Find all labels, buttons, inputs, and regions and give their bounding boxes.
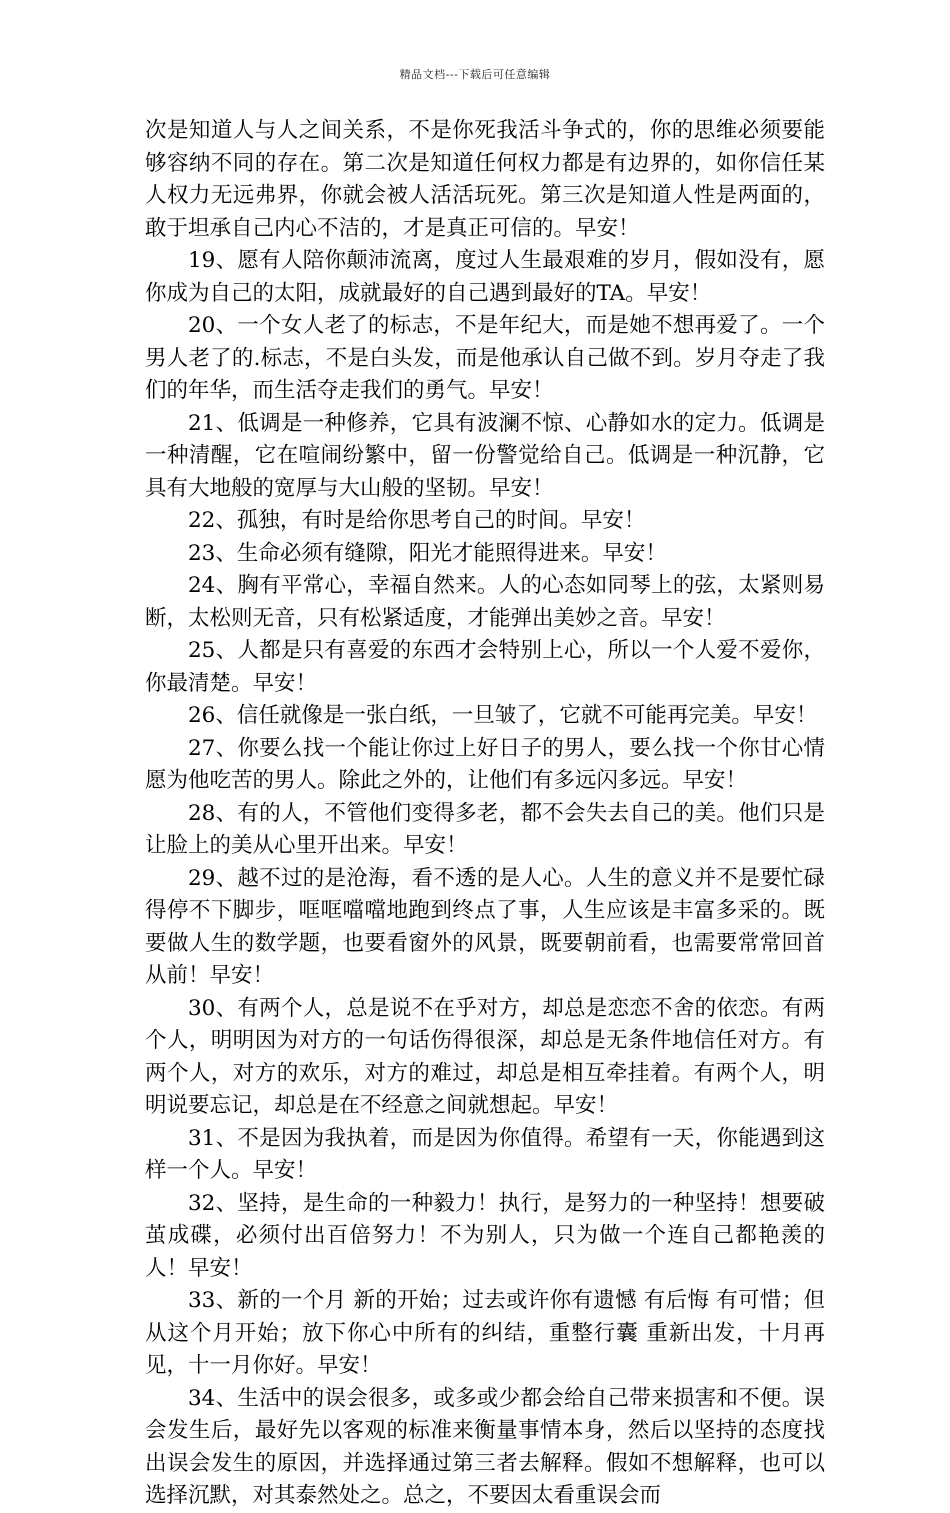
page-header: 精品文档---下载后可任意编辑: [399, 68, 551, 81]
paragraph: 23、生命必须有缝隙，阳光才能照得进来。早安！: [188, 540, 667, 566]
paragraph: 次是知道人与人之间关系，不是你死我活斗争式的，你的思维必须要能够容纳不同的存在。第二次是知道任何权力都是有边界的，如你信任某人权力无远弗界，你就会被人活活玩死。第三次是知道人性是两面的，敢于坦承自己内心不洁的，才是真正可信的。早安！: [145, 118, 825, 241]
paragraph: 29、越不过的是沧海，看不透的是人心。人生的意义并不是要忙碌得停不下脚步，哐哐噹噹地跑到终点了事，人生应该是丰富多采的。既要做人生的数学题，也要看窗外的风景，既要朝前看，也需要常常回首从前！早安！: [145, 865, 825, 988]
paragraph: 32、坚持，是生命的一种毅力！执行，是努力的一种坚持！想要破茧成碟，必须付出百倍努力！不为别人，只为做一个连自己都艳羡的人！早安！: [145, 1190, 825, 1281]
paragraph: 19、愿有人陪你颠沛流离，度过人生最艰难的岁月，假如没有，愿你成为自己的太阳，成就最好的自己遇到最好的TA。早安！: [145, 248, 825, 306]
paragraph: 26、信任就像是一张白纸，一旦皱了，它就不可能再完美。早安！: [188, 703, 818, 728]
paragraph: 33、新的一个月 新的开始；过去或许你有遗憾 有后悔 有可惜；但从这个月开始；放下你心中所有的纠结，重整行囊 重新出发，十月再见，十一月你好。早安！: [145, 1288, 825, 1378]
paragraph: 21、低调是一种修养，它具有波澜不惊、心静如水的定力。低调是一种清醒，它在喧闹纷繁中，留一份警觉给自己。低调是一种沉静，它具有大地般的宽厚与大山般的坚韧。早安！: [145, 410, 825, 501]
paragraph: 28、有的人，不管他们变得多老，都不会失去自己的美。他们只是让脸上的美从心里开出来。早安！: [145, 800, 825, 858]
paragraph: 24、胸有平常心，幸福自然来。人的心态如同琴上的弦，太紧则易断，太松则无音，只有松紧适度，才能弹出美妙之音。早安！: [145, 573, 825, 631]
paragraph: 20、一个女人老了的标志，不是年纪大，而是她不想再爱了。一个男人老了的.标志，不是白头发，而是他承认自己做不到。岁月夺走了我们的年华，而生活夺走我们的勇气。早安！: [145, 313, 825, 403]
paragraph: 25、人都是只有喜爱的东西才会特别上心，所以一个人爱不爱你，你最清楚。早安！: [145, 638, 825, 696]
paragraph: 27、你要么找一个能让你过上好日子的男人，要么找一个你甘心情愿为他吃苦的男人。除此之外的，让他们有多远闪多远。早安！: [145, 735, 825, 793]
paragraph: 31、不是因为我执着，而是因为你值得。希望有一天，你能遇到这样一个人。早安！: [145, 1125, 825, 1183]
paragraph: 34、生活中的误会很多，或多或少都会给自己带来损害和不便。误会发生后，最好先以客观的标准来衡量事情本身，然后以坚持的态度找出误会发生的原因，并选择通过第三者去解释。假如不想解释，也可以选择沉默，对其泰然处之。总之，不要因太看重误会而: [145, 1385, 825, 1508]
document-body: [145, 115, 825, 1513]
paragraph: 22、孤独，有时是给你思考自己的时间。早安！: [188, 508, 646, 533]
paragraph: 30、有两个人，总是说不在乎对方，却总是恋恋不舍的依恋。有两个人，明明因为对方的一句话伤得很深，却总是无条件地信任对方。有两个人，对方的欢乐，对方的难过，却总是相互牵挂着。有两个人，明明说要忘记，却总是在不经意之间就想起。早安！: [145, 995, 825, 1118]
